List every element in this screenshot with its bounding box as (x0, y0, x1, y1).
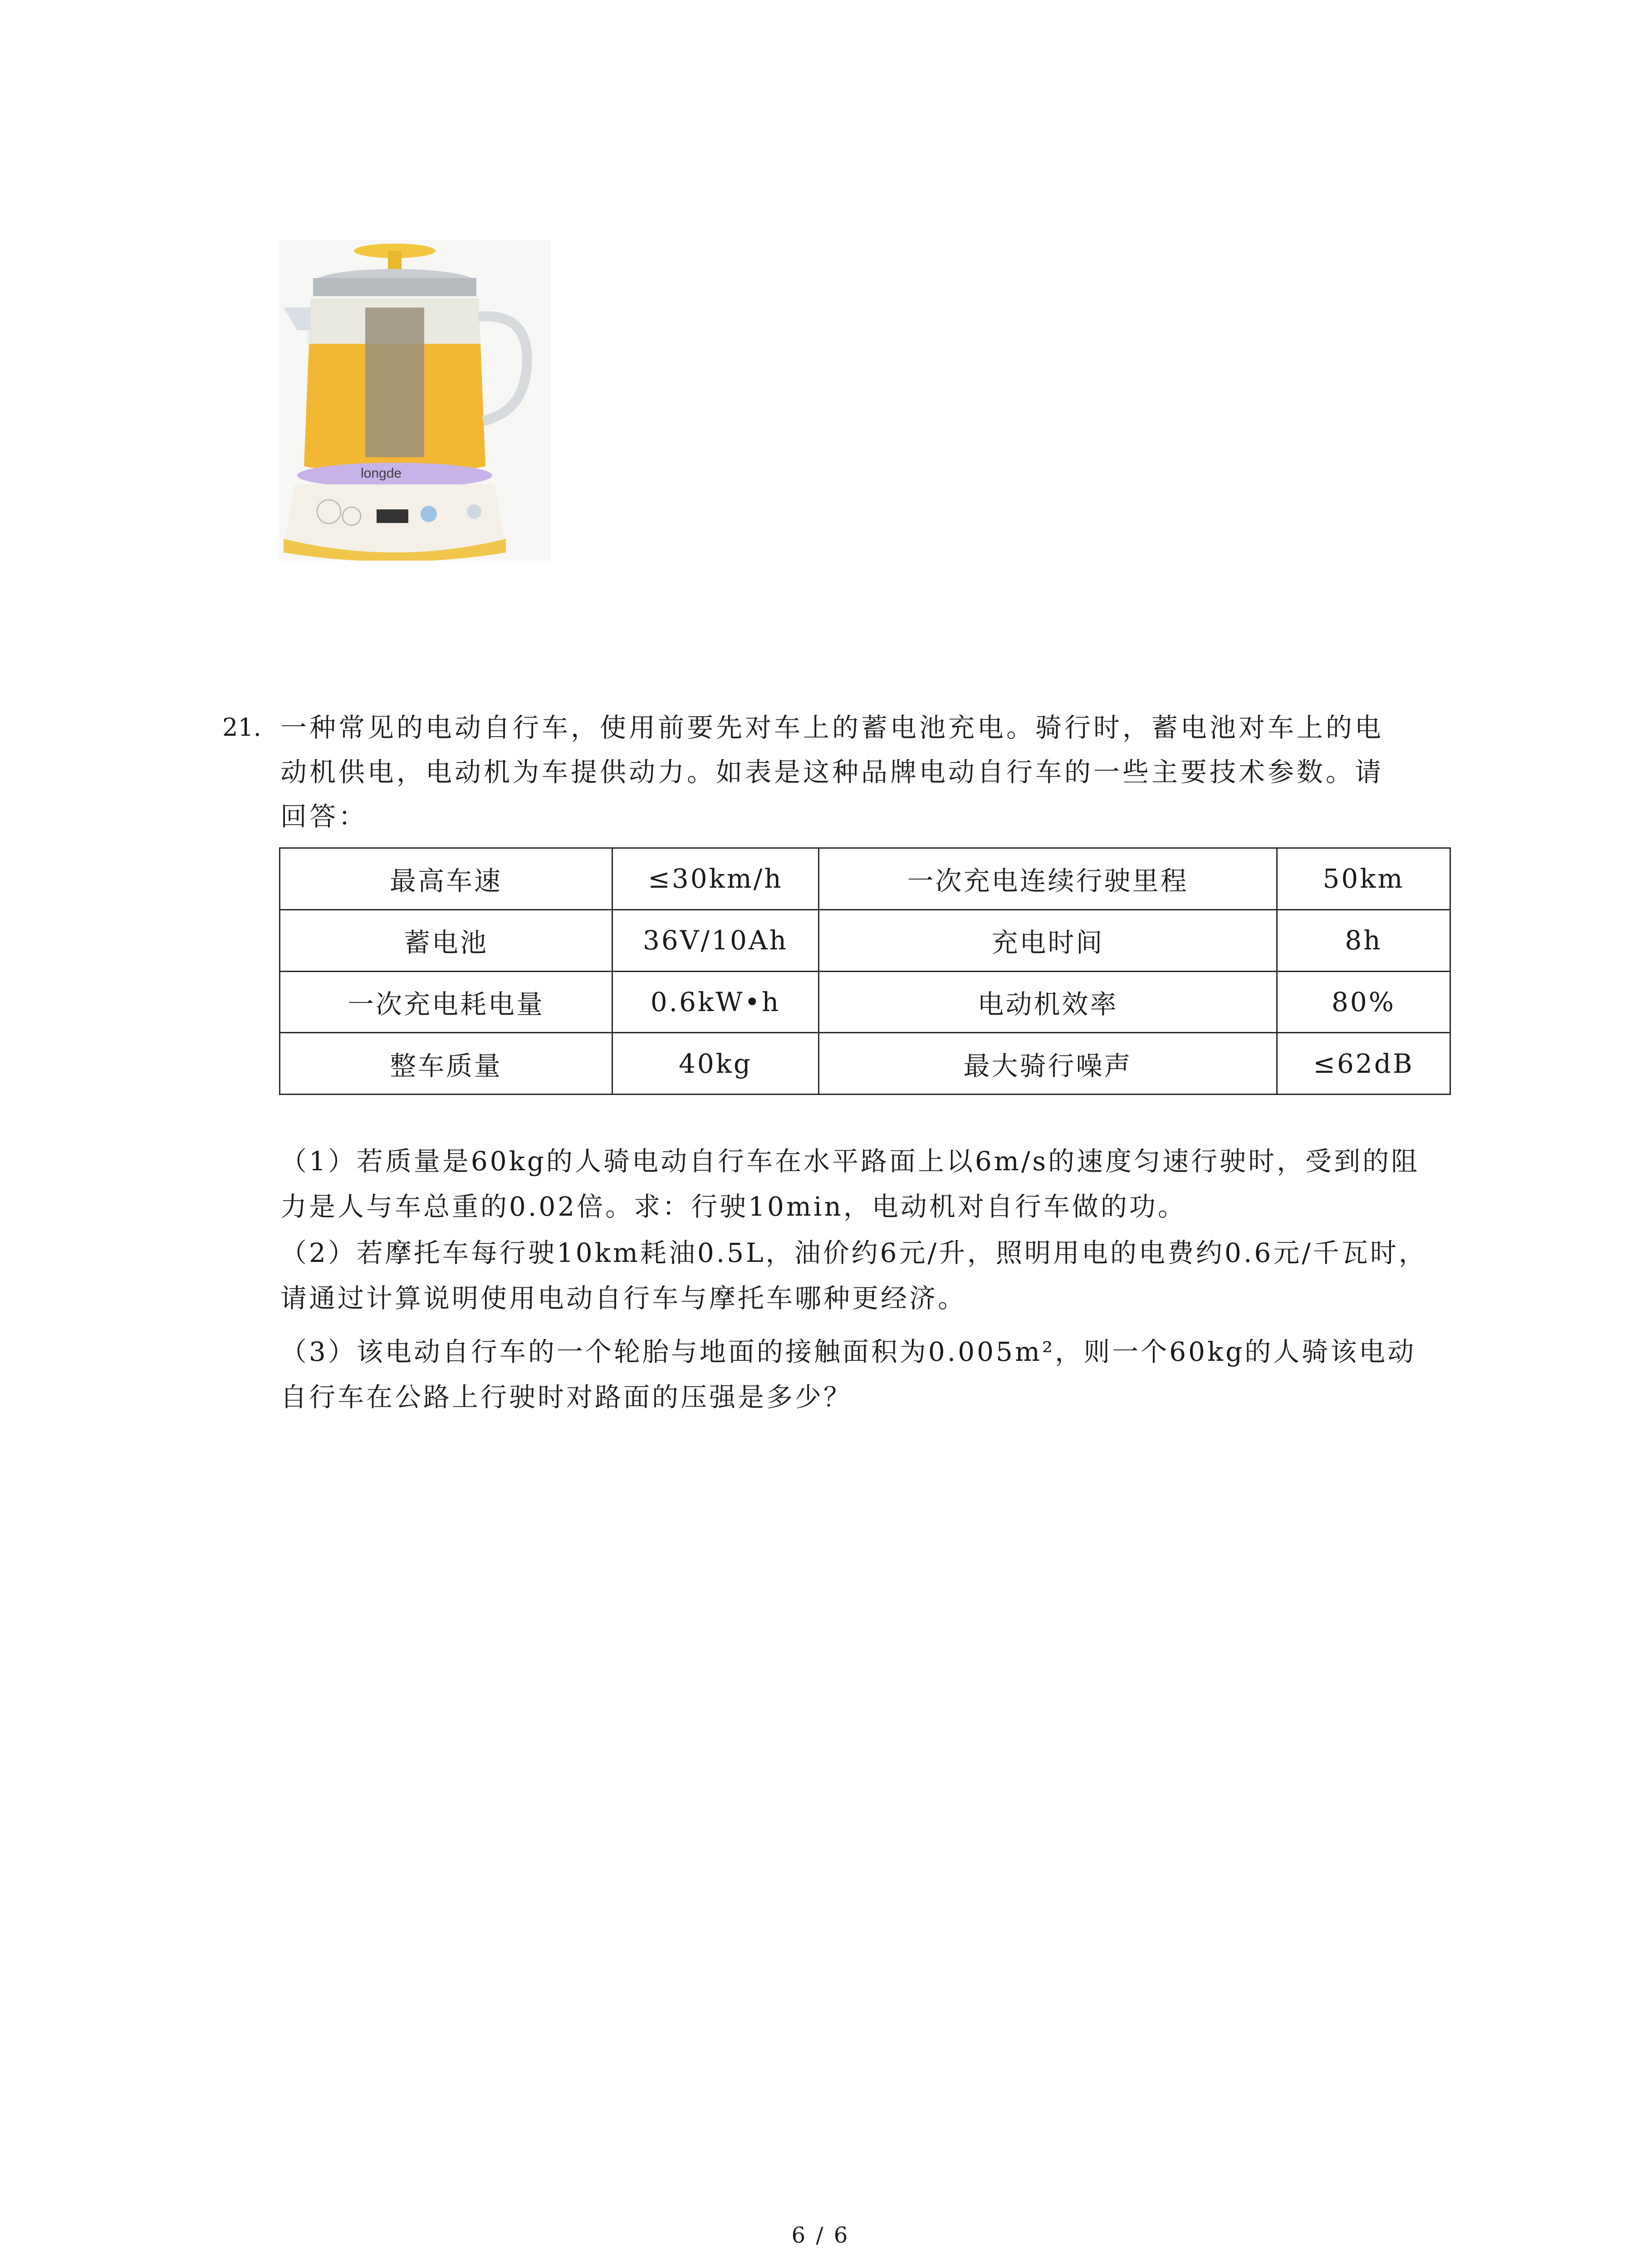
tea-kettle-image (279, 240, 551, 561)
question-stem-line: 动机供电，电动机为车提供动力。如表是这种品牌电动自行车的一些主要技术参数。请 (280, 757, 1384, 787)
table-row (280, 848, 1450, 910)
table-cell: ≤62dB (1277, 1033, 1450, 1095)
subquestion-line: 力是人与车总重的0.02倍。求：行驶10min，电动机对自行车做的功。 (280, 1191, 1186, 1222)
table-cell: ≤30km/h (612, 848, 819, 910)
table-cell: 最高车速 (280, 848, 612, 910)
table-row (280, 971, 1450, 1033)
subquestion-3 (280, 1329, 1451, 1420)
table-cell: 8h (1277, 909, 1450, 971)
table-cell: 80% (1277, 971, 1450, 1033)
subquestion-line: 自行车在公路上行驶时对路面的压强是多少？ (280, 1382, 852, 1413)
subquestion-2 (280, 1230, 1451, 1321)
table-cell: 最大骑行噪声 (819, 1033, 1277, 1095)
question-number: 21. (222, 713, 261, 742)
subquestion-1 (280, 1139, 1451, 1229)
kettle-brand-label: longde (361, 466, 402, 481)
table-cell: 蓄电池 (280, 909, 612, 971)
subquestion-line: （3）该电动自行车的一个轮胎与地面的接触面积为0.005m²，则一个60kg的人骑该电动 (280, 1336, 1416, 1367)
technical-parameters-table (279, 847, 1451, 1095)
table-cell: 36V/10Ah (612, 909, 819, 971)
table-row (280, 1033, 1450, 1095)
subquestion-line: 请通过计算说明使用电动自行车与摩托车哪种更经济。 (280, 1283, 967, 1314)
table-cell: 40kg (612, 1033, 819, 1095)
page-number: 6 / 6 (791, 2223, 850, 2248)
subquestion-line: （1）若质量是60kg的人骑电动自行车在水平路面上以6m/s的速度匀速行驶时，受到的阻 (280, 1146, 1420, 1177)
question-stem-line: 一种常见的电动自行车，使用前要先对车上的蓄电池充电。骑行时，蓄电池对车上的电 (280, 712, 1384, 743)
question-stem (280, 705, 1451, 839)
question-stem-line: 回答： (280, 801, 368, 832)
subquestion-line: （2）若摩托车每行驶10km耗油0.5L，油价约6元/升，照明用电的电费约0.6元/千瓦时， (280, 1237, 1427, 1268)
table-cell: 一次充电连续行驶里程 (819, 848, 1277, 910)
table-row (280, 909, 1450, 971)
table-cell: 50km (1277, 848, 1450, 910)
table-cell: 0.6kW•h (612, 971, 819, 1033)
table-cell: 充电时间 (819, 909, 1277, 971)
table-cell: 电动机效率 (819, 971, 1277, 1033)
table-cell: 整车质量 (280, 1033, 612, 1095)
table-cell: 一次充电耗电量 (280, 971, 612, 1033)
